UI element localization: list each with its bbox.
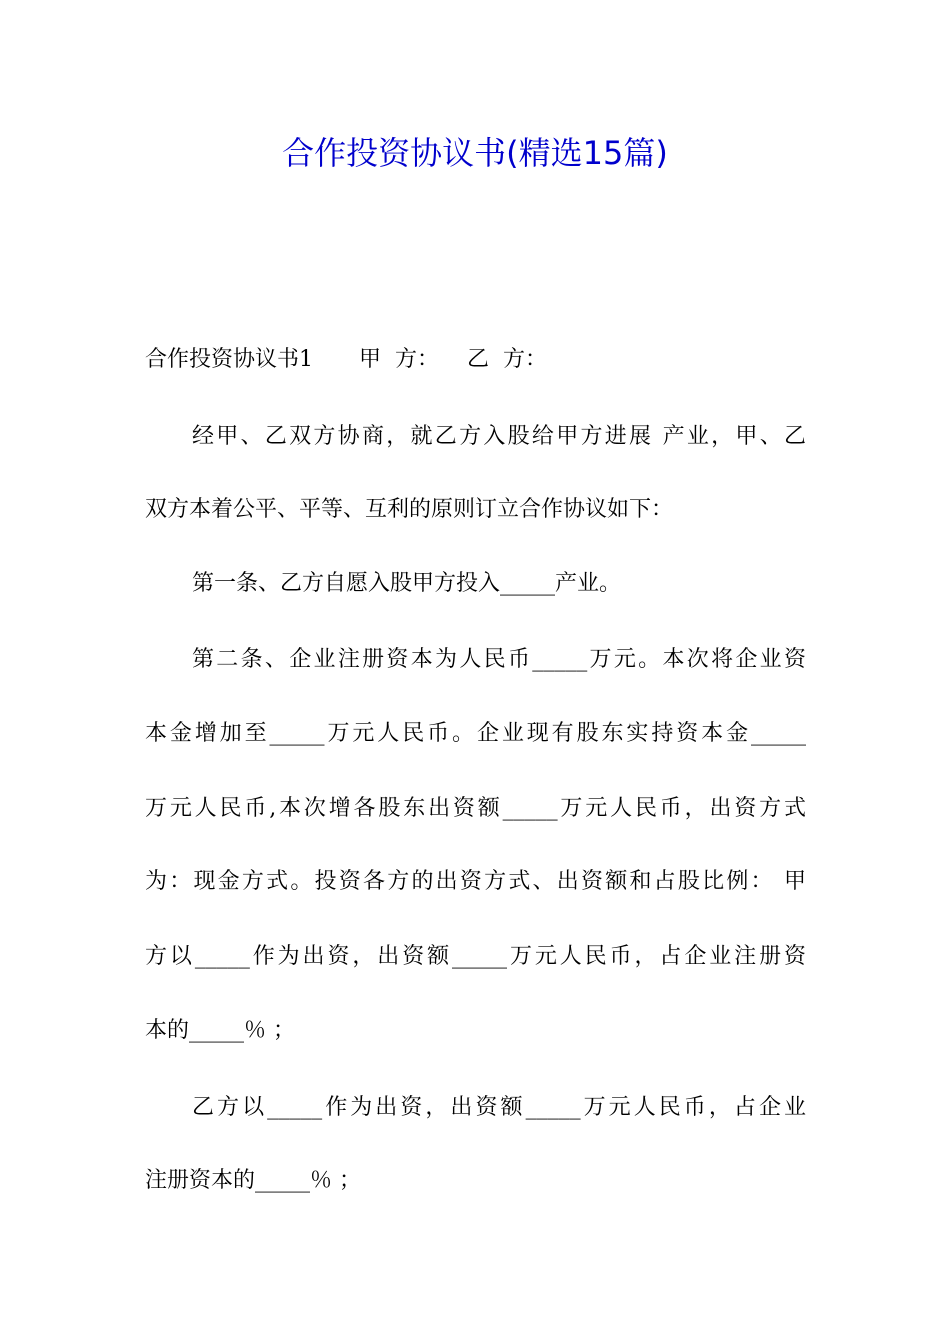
paragraph-line: 万元人民币,本次增各股东出资额_____万元人民币，出资方式: [145, 796, 806, 821]
agreement-header-line: [145, 342, 806, 378]
paragraph-line: 为：现金方式。投资各方的出资方式、出资额和占股比例： 甲: [145, 869, 806, 894]
document-title: 合作投资协议书(精选15篇): [282, 134, 668, 172]
paragraph-line: 方以_____作为出资，出资额_____万元人民币，占企业注册资: [145, 944, 806, 969]
party-b-label: 乙 方：: [467, 347, 547, 372]
party-a-label: 甲 方：: [359, 347, 439, 372]
agreement-name: 合作投资协议书1: [145, 347, 313, 372]
clause-2-line: 第二条、企业注册资本为人民币_____万元。本次将企业资: [192, 647, 806, 672]
paragraph-line: 本金增加至_____万元人民币。企业现有股东实持资本金_____: [145, 721, 806, 746]
clause-1-line: 第一条、乙方自愿入股甲方投入_____产业。: [192, 571, 622, 596]
paragraph-line: 经甲、乙双方协商，就乙方入股给甲方进展 产业，甲、乙: [192, 424, 806, 449]
paragraph-line: 双方本着公平、平等、互利的原则订立合作协议如下：: [145, 497, 674, 522]
party-b-contribution-line: 乙方以_____作为出资，出资额_____万元人民币，占企业: [192, 1095, 806, 1120]
paragraph-line: 本的_____％ ；: [145, 1018, 295, 1043]
paragraph-line: 注册资本的_____％ ；: [145, 1168, 361, 1193]
